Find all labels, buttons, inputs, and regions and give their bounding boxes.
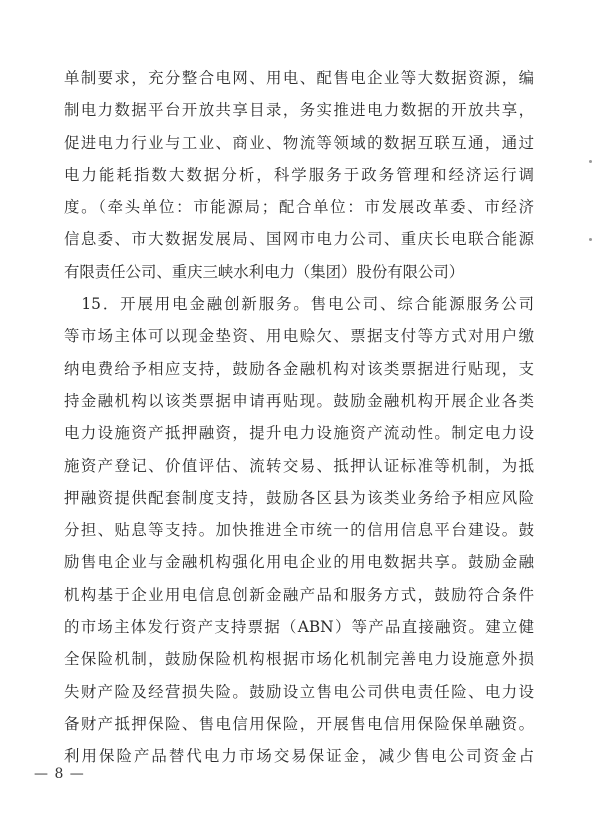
text-line: 施资产登记、价值评估、流转交易、抵押认证标准等机制，为抵 <box>64 456 534 475</box>
text-line: 备财产抵押保险、售电信用保险，开展售电信用保险保单融资。 <box>64 714 534 733</box>
page-number: — 8 — <box>34 766 85 782</box>
text-line: 的市场主体发行资产支持票据（ABN）等产品直接融资。建立健 <box>64 618 534 637</box>
section-heading-line: 15．开展用电金融创新服务。售电公司、综合能源服务公司 <box>64 295 534 314</box>
text-line: 失财产险及经营损失险。鼓励设立售电公司供电责任险、电力设 <box>64 682 534 701</box>
scan-mark-dot <box>589 160 592 163</box>
text-line: 持金融机构以该类票据申请再贴现。鼓励金融机构开展企业各类 <box>64 391 534 410</box>
text-line: 电力设施资产抵押融资，提升电力设施资产流动性。制定电力设 <box>64 424 534 443</box>
text-line: 度。（牵头单位：市能源局；配合单位：市发展改革委、市经济 <box>64 198 534 217</box>
text-line: 电力能耗指数大数据分析，科学服务于政务管理和经济运行调 <box>64 165 534 184</box>
text-line: 促进电力行业与工业、商业、物流等领域的数据互联互通，通过 <box>64 133 534 152</box>
text-line: 机构基于企业用电信息创新金融产品和服务方式，鼓励符合条件 <box>64 585 534 604</box>
text-line: 制电力数据平台开放共享目录，务实推进电力数据的开放共享， <box>64 101 534 120</box>
text-line: 信息委、市大数据发展局、国网市电力公司、重庆长电联合能源 <box>64 230 534 249</box>
text-line: 分担、贴息等支持。加快推进全市统一的信用信息平台建设。鼓 <box>64 521 534 540</box>
text-line: 纳电费给予相应支持，鼓励各金融机构对该类票据进行贴现，支 <box>64 359 534 378</box>
text-line: 押融资提供配套制度支持，鼓励各区县为该类业务给予相应风险 <box>64 488 534 507</box>
text-line: 全保险机制，鼓励保险机构根据市场化机制完善电力设施意外损 <box>64 650 534 669</box>
text-line: 励售电企业与金融机构强化用电企业的用电数据共享。鼓励金融 <box>64 553 534 572</box>
text-line: 单制要求，充分整合电网、用电、配售电企业等大数据资源，编 <box>64 69 534 87</box>
scan-mark-dot <box>589 238 592 241</box>
text-line: 等市场主体可以现金垫资、用电赊欠、票据支付等方式对用户缴 <box>64 327 534 346</box>
text-line: 利用保险产品替代电力市场交易保证金，减少售电公司资金占 <box>64 747 534 766</box>
text-line-paragraph-end: 有限责任公司、重庆三峡水利电力（集团）股份有限公司） <box>64 262 465 281</box>
body-text <box>64 62 534 773</box>
